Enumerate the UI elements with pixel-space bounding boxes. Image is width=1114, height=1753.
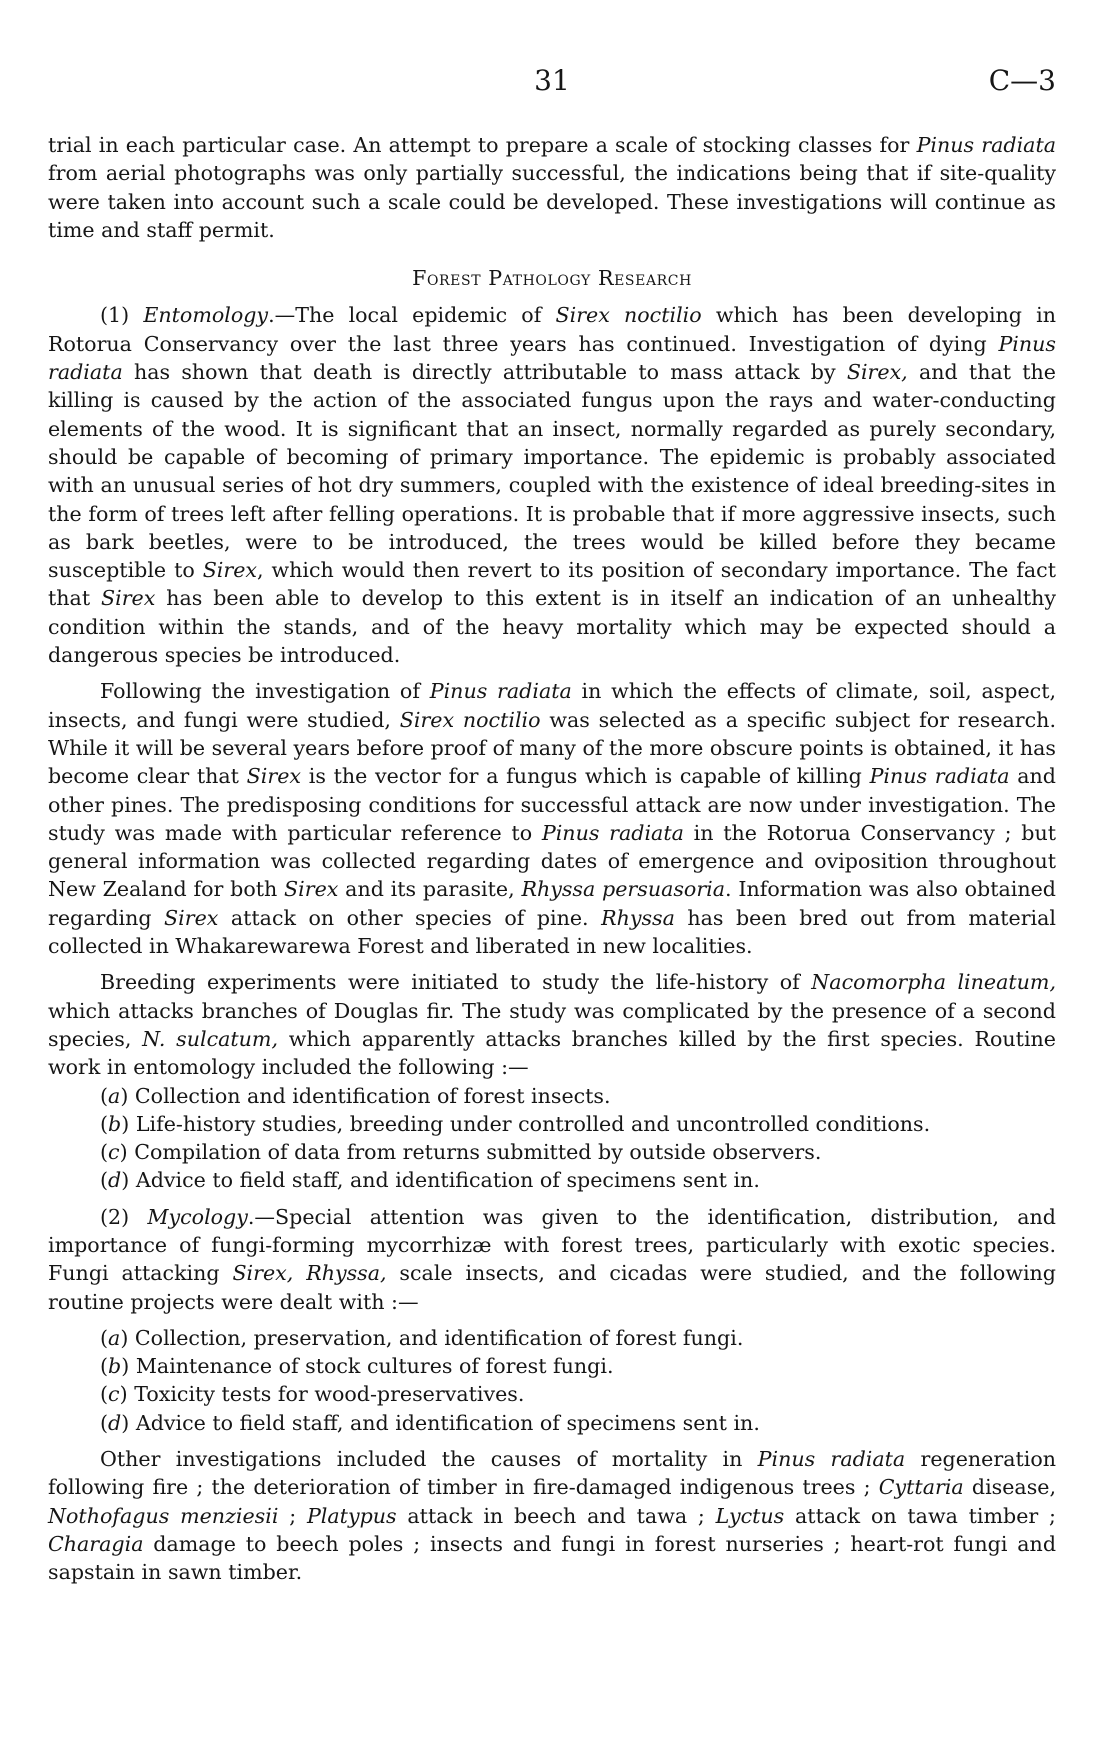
- subsection-title: Mycology: [147, 1204, 248, 1229]
- species-name: Cyttaria: [878, 1475, 964, 1500]
- section-number: (1): [100, 303, 144, 328]
- species-name: Lyctus: [715, 1503, 785, 1528]
- species-name: Sirex noctilio: [555, 303, 702, 328]
- species-name: Pinus radiata: [48, 331, 1056, 385]
- text-run: and other pines. The predisposing conditions for successful attack are now under investigation. The study was made with particular reference to: [48, 764, 1056, 845]
- text-run: in which the effects of climate, soil, aspect, insects, and fungi were studied,: [48, 679, 1057, 732]
- text-run: has shown that death is directly attributable to mass attack by: [122, 360, 847, 385]
- text-run: scale insects, and cicadas were studied, and the following routine projects were dealt with :—: [48, 1261, 1056, 1314]
- list-item-text: Collection, preservation, and identification of forest fungi.: [134, 1325, 744, 1350]
- list-item-text: Life-history studies, breeding under controlled and uncontrolled conditions.: [135, 1111, 931, 1136]
- list-item: (a) Collection, preservation, and identification of forest fungi.: [100, 1325, 744, 1350]
- list-item-text: Advice to field staff, and identification of specimens sent in.: [135, 1168, 760, 1193]
- text-run: , which would then revert to its position of secondary importance. The fact that: [48, 558, 1056, 611]
- text-run: attack in beech and tawa ;: [396, 1503, 716, 1528]
- list-item-text: Maintenance of stock cultures of forest fungi.: [135, 1354, 614, 1379]
- text-run: was selected as a specific subject for research. While it will be several years before proof of many of the more obscure points is obtained, it has become clear that: [48, 707, 1056, 789]
- list-marker: b: [108, 1111, 122, 1136]
- entomology-list: [48, 1082, 1056, 1195]
- text-run: which attacks branches of Douglas fir. The study was complicated by the presence of a second species,: [48, 998, 1056, 1051]
- subsection-title: Entomology: [143, 303, 269, 328]
- species-name: Sirex,: [232, 1261, 294, 1286]
- text-run: .—The local epidemic of: [268, 303, 556, 328]
- species-name: Charagia: [48, 1531, 144, 1556]
- list-item: (d) Advice to field staff, and identification of specimens sent in.: [100, 1168, 760, 1193]
- text-run: and that the killing is caused by the action of the associated fungus upon the rays and water-conducting elements of the wood. It is significant that an insect, normally regarded as purely secondary, should be capable of becoming of primary importance. The epidemic is probably associated with an unusual series of hot dry summers, coupled with the existence of ideal breeding-sites in the form of trees left after felling operations. It is probable that if more aggressive insects, such as bark beetles, were to be introduced, the trees would be killed before they became susceptible to: [48, 360, 1056, 583]
- section-heading: Forest Pathology Research: [412, 266, 692, 291]
- list-marker: a: [108, 1325, 121, 1350]
- following-paragraph: [48, 677, 1056, 960]
- species-name: Sirex noctilio: [399, 707, 541, 732]
- species-name: Sirex: [202, 558, 258, 583]
- text-run: which apparently attacks branches killed by the first species. Routine work in entomology included the following :—: [48, 1026, 1056, 1080]
- mycology-paragraph: [48, 1203, 1056, 1316]
- species-name: Rhyssa persuasoria: [521, 877, 726, 902]
- list-item: (d) Advice to field staff, and identification of specimens sent in.: [100, 1410, 760, 1435]
- other-investigations-paragraph: [48, 1445, 1056, 1586]
- list-item: (c) Compilation of data from returns submitted by outside observers.: [100, 1140, 822, 1165]
- species-name: Pinus radiata: [541, 820, 684, 845]
- breeding-paragraph: [48, 968, 1056, 1081]
- text-run: Breeding experiments were initiated to study the life-history of: [100, 970, 812, 995]
- species-name: Nothofagus menziesii: [48, 1503, 279, 1528]
- text-run: .—Special attention was given to the identification, distribution, and importance of fungi-forming mycorrhizæ with forest trees, particularly with exotic species. Fungi attacking: [48, 1204, 1056, 1286]
- species-name: Sirex: [246, 764, 302, 789]
- text-run: ;: [278, 1503, 307, 1528]
- text-run: attack on other species of pine.: [218, 905, 602, 930]
- text-run: and its parasite,: [338, 877, 522, 902]
- text-run: Other investigations included the causes of mortality in: [100, 1447, 758, 1472]
- entomology-paragraph: [48, 301, 1056, 669]
- species-name: Sirex: [101, 586, 156, 611]
- list-item: (b) Life-history studies, breeding under controlled and uncontrolled conditions.: [100, 1111, 931, 1136]
- species-name: Platypus: [306, 1503, 397, 1528]
- text-run: regeneration following fire ; the deterioration of timber in fire-damaged indigenous trees ;: [48, 1447, 1057, 1500]
- list-marker: d: [108, 1410, 122, 1435]
- page-number: 31: [534, 64, 570, 97]
- list-item: (c) Toxicity tests for wood-preservatives.: [100, 1382, 525, 1407]
- list-item-text: Collection and identification of forest insects.: [134, 1083, 611, 1108]
- text-run: Following the investigation of: [100, 679, 430, 704]
- text-run: disease,: [963, 1475, 1056, 1500]
- section-number: (2): [100, 1204, 148, 1229]
- species-name: Sirex: [164, 905, 219, 930]
- text-run: attack on tawa timber ;: [784, 1503, 1056, 1528]
- species-name: N. sulcatum,: [142, 1026, 279, 1051]
- list-marker: a: [108, 1083, 121, 1108]
- species-name: Pinus radiata: [916, 133, 1057, 157]
- list-item: (a) Collection and identification of forest insects.: [100, 1083, 611, 1108]
- text-run: which has been developing in Rotorua Conservancy over the last three years has continued. Investigation of dying: [48, 303, 1057, 356]
- intro-paragraph: [48, 131, 1056, 244]
- page-header: [48, 64, 1056, 104]
- document-reference: C—3: [988, 64, 1056, 97]
- list-item: (b) Maintenance of stock cultures of forest fungi.: [100, 1354, 614, 1379]
- species-name: Pinus radiata: [757, 1447, 906, 1472]
- species-name: Rhyssa,: [306, 1261, 387, 1286]
- text-run: has been bred out from material collected in Whakarewarewa Forest and liberated in new localities.: [48, 905, 1056, 959]
- text-run: . Information was also obtained regarding: [48, 877, 1056, 930]
- text-run: [293, 1261, 306, 1285]
- species-name: Nacomorpha lineatum,: [811, 970, 1056, 995]
- species-name: Sirex: [284, 877, 339, 902]
- text-run: trial in each particular case. An attempt to prepare a scale of stocking classes for: [48, 133, 917, 157]
- species-name: Rhyssa: [601, 905, 675, 930]
- list-item-text: Toxicity tests for wood-preservatives.: [134, 1382, 525, 1407]
- list-item-text: Compilation of data from returns submitted by outside observers.: [134, 1140, 822, 1165]
- text-run: from aerial photographs was only partially successful, the indications being that if site-quality were taken into account such a scale could be developed. These investigations will continue as time and staff permit.: [48, 161, 1056, 242]
- list-marker: c: [108, 1140, 120, 1165]
- list-marker: c: [108, 1382, 120, 1407]
- species-name: Pinus radiata: [429, 679, 572, 704]
- text-run: is the vector for a fungus which is capable of killing: [301, 764, 870, 789]
- text-run: has been able to develop to this extent is in itself an indication of an unhealthy condition within the stands, and of the heavy mortality which may be expected should a dangerous species be introduced.: [48, 586, 1057, 668]
- list-item-text: Advice to field staff, and identification of specimens sent in.: [135, 1410, 760, 1435]
- species-name: Sirex,: [846, 360, 908, 385]
- body-text: [48, 131, 1056, 1587]
- species-name: Pinus radiata: [869, 764, 1010, 789]
- list-marker: d: [108, 1168, 122, 1193]
- mycology-list: [48, 1324, 1056, 1437]
- list-marker: b: [108, 1354, 122, 1379]
- text-run: damage to beech poles ; insects and fungi in forest nurseries ; heart-rot fungi and sapstain in sawn timber.: [48, 1531, 1056, 1585]
- text-run: in the Rotorua Conservancy ; but general information was collected regarding dates of emergence and oviposition throughout New Zealand for both: [48, 820, 1057, 902]
